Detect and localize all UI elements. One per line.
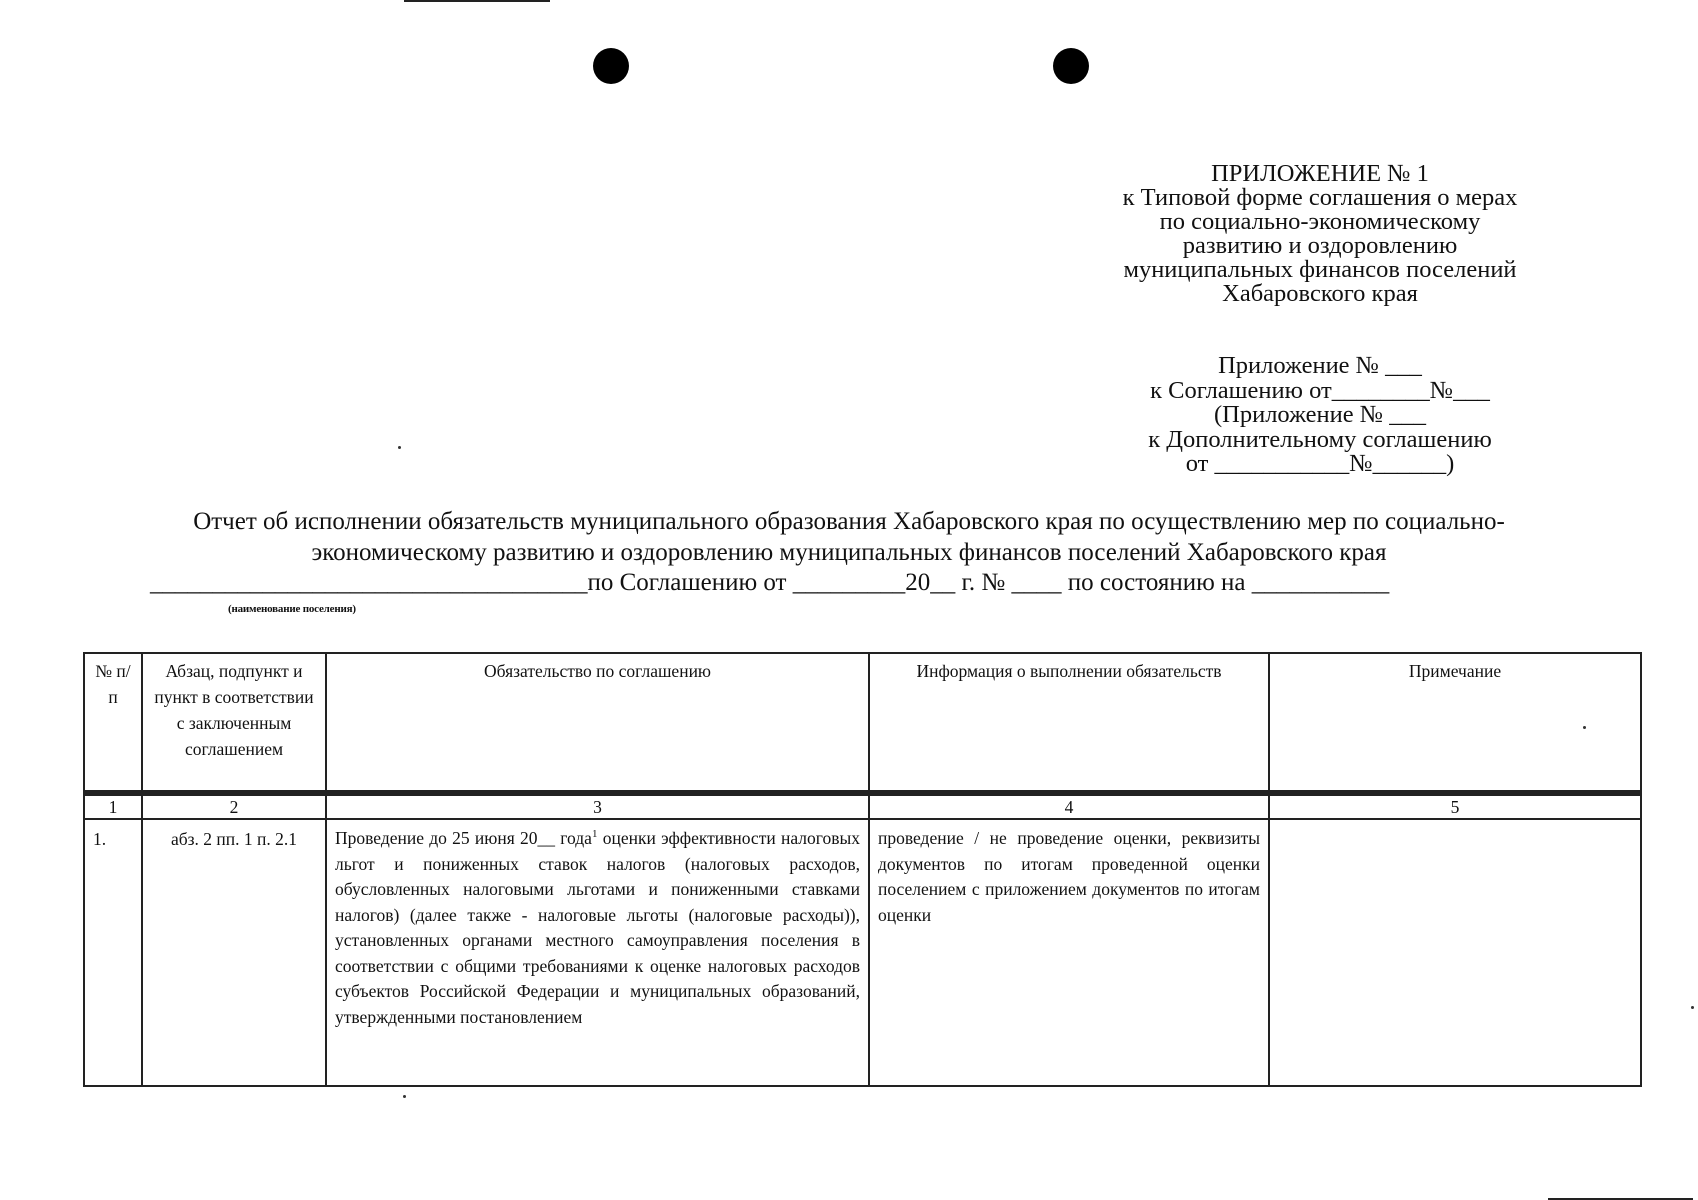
report-table	[83, 652, 1642, 1087]
scan-speck	[1691, 1006, 1694, 1009]
column-number: 5	[1269, 795, 1641, 819]
header-cell-clause: Абзац, подпункт и пункт в соответствии с заключенным соглашением	[142, 653, 326, 792]
row-info: проведение / не проведение оценки, реквизиты документов по итогам проведенной оценки поселением с приложением документов по итогам оценки	[869, 819, 1269, 1086]
row-number: 1.	[84, 819, 142, 1086]
title-line: экономическому развитию и оздоровлению муниципальных финансов поселений Хабаровского края	[311, 539, 1387, 566]
column-number: 1	[84, 795, 142, 819]
row-note	[1269, 819, 1641, 1086]
approval-line: по социально-экономическому	[1159, 208, 1481, 235]
row-obligation	[326, 819, 869, 1086]
table-header-row	[84, 653, 1641, 792]
approval-line: Хабаровского края	[1222, 280, 1418, 307]
header-cell-number: № п/п	[84, 653, 142, 792]
settlement-name-caption: (наименование поселения)	[228, 603, 356, 615]
title-line: Отчет об исполнении обязательств муниципального образования Хабаровского края по осуществлению мер по социально-	[193, 508, 1505, 535]
punch-hole-right	[1053, 48, 1089, 84]
scan-speck	[398, 446, 401, 449]
approval-block	[1080, 162, 1560, 306]
row-clause: абз. 2 пп. 1 п. 2.1	[142, 819, 326, 1086]
scan-edge-mark	[404, 0, 550, 2]
punch-hole-left	[593, 48, 629, 84]
reference-line: (Приложение № ___	[1213, 401, 1427, 428]
obligation-text: оценки эффективности налоговых льгот и пониженных ставок налогов (налоговых расходов, обусловленных налоговыми льготами и пониженными ставками налогов) (далее также - налоговые льготы (налоговые расходы)), установленных органами местного самоуправления поселения в соответствии с общими требованиями к оценке налоговых расходов субъектов Российской Федерации и муниципальных образований, утвержденными постановлением	[335, 828, 860, 1027]
scan-speck	[403, 1095, 406, 1098]
approval-line: муниципальных финансов поселений	[1123, 256, 1517, 283]
report-agreement-line: ___________________________________по Соглашению от _________20__ г. № ____ по состоянию на ___________	[150, 569, 1390, 596]
agreement-reference-block	[1080, 354, 1560, 477]
column-number: 3	[326, 795, 869, 819]
column-number: 4	[869, 795, 1269, 819]
obligation-text: Проведение до 25 июня 20__ года	[335, 828, 592, 848]
report-title	[40, 506, 1658, 568]
header-cell-obligation: Обязательство по соглашению	[326, 653, 869, 792]
header-cell-note: Примечание	[1269, 653, 1641, 792]
header-cell-info: Информация о выполнении обязательств	[869, 653, 1269, 792]
reference-line: Приложение № ___	[1218, 352, 1422, 379]
column-number-row	[84, 795, 1641, 819]
approval-line: развитию и оздоровлению	[1182, 232, 1458, 259]
reference-line: от ___________№______)	[1185, 450, 1455, 477]
approval-heading: ПРИЛОЖЕНИЕ № 1	[1211, 160, 1429, 187]
reference-line: к Дополнительному соглашению	[1148, 425, 1492, 453]
reference-line: к Соглашению от________№___	[1150, 376, 1490, 404]
table-row	[84, 819, 1641, 1086]
column-number: 2	[142, 795, 326, 819]
approval-line: к Типовой форме соглашения о мерах	[1122, 184, 1518, 211]
footnote-marker: 1	[591, 828, 598, 841]
